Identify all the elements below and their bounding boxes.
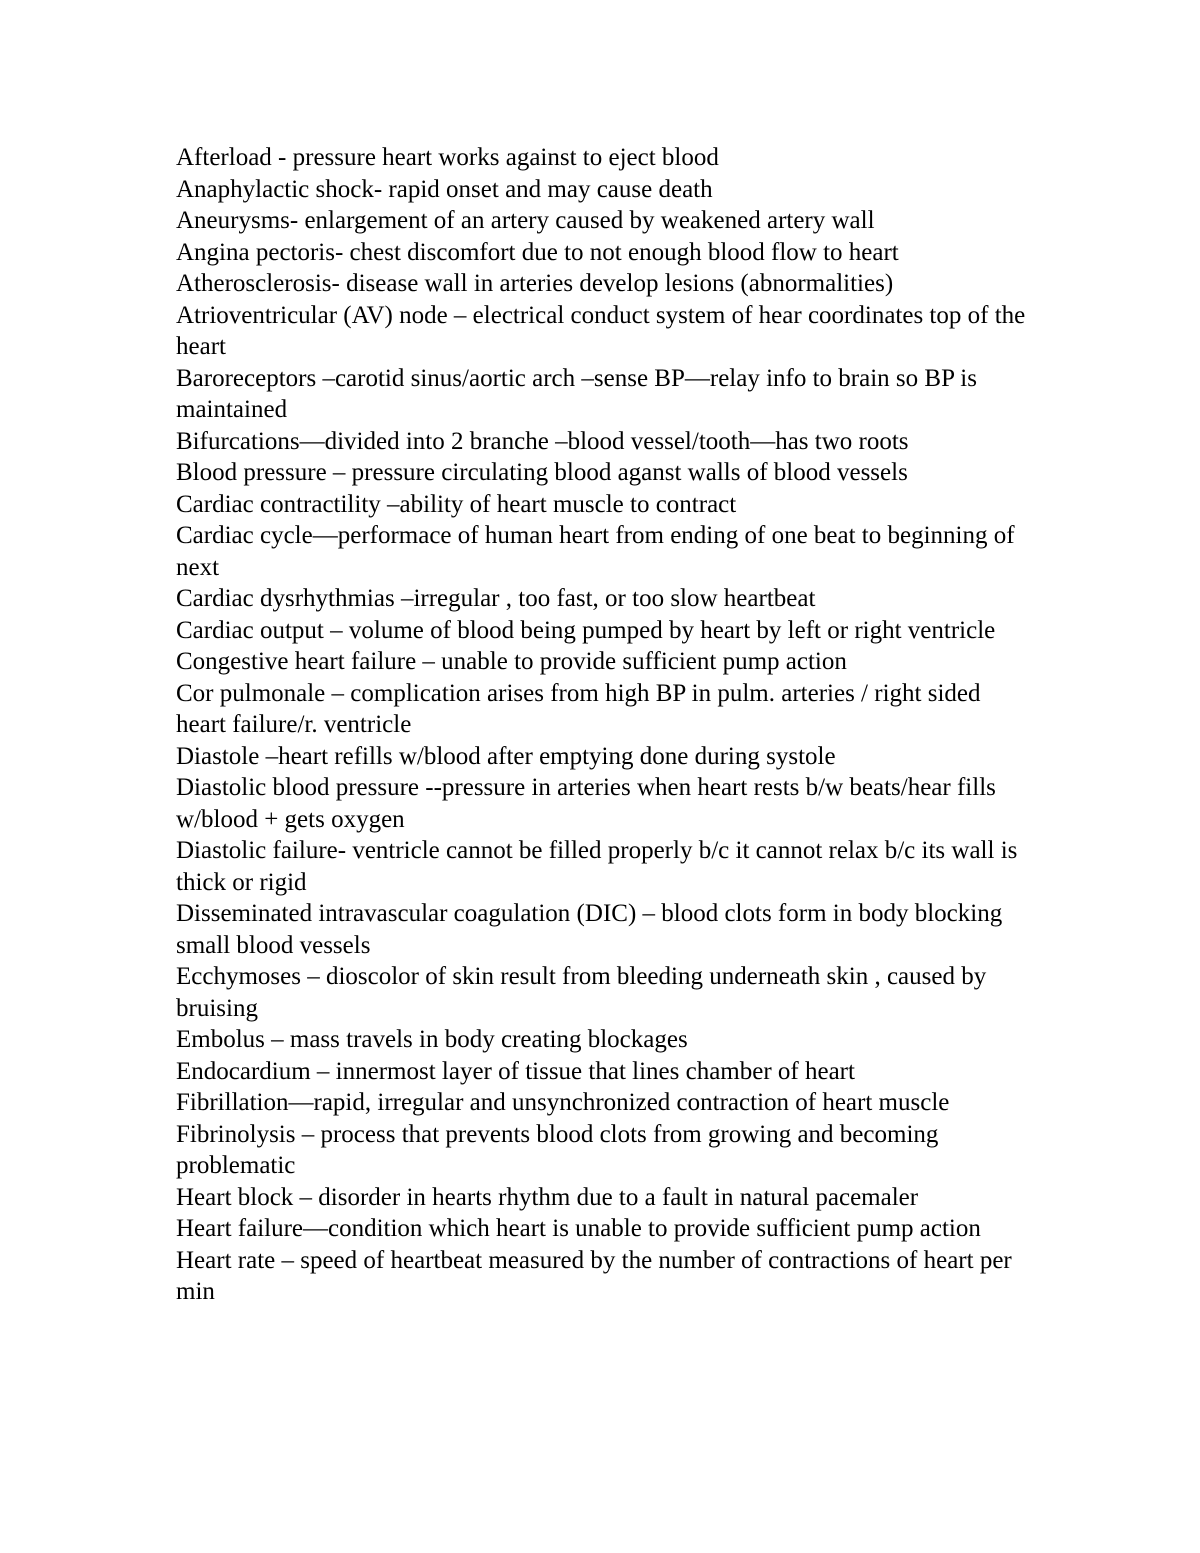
glossary-entry: Heart rate – speed of heartbeat measured by the number of contractions of heart per min [176, 1246, 1012, 1305]
glossary-entry: Endocardium – innermost layer of tissue that lines chamber of heart [176, 1057, 855, 1085]
glossary-entry: Diastolic failure- ventricle cannot be filled properly b/c it cannot relax b/c its wall is thick or rigid [176, 837, 1018, 896]
glossary-entry: Diastolic blood pressure --pressure in arteries when heart rests b/w beats/hear fills w/blood + gets oxygen [176, 774, 996, 833]
glossary-list [176, 142, 1036, 1308]
glossary-entry: Atherosclerosis- disease wall in arteries develop lesions (abnormalities) [176, 270, 894, 297]
glossary-entry: Diastole –heart refills w/blood after emptying done during systole [176, 742, 836, 770]
glossary-entry: Cardiac contractility –ability of heart muscle to contract [176, 490, 737, 518]
glossary-entry: Fibrillation—rapid, irregular and unsynchronized contraction of heart muscle [176, 1089, 950, 1116]
glossary-entry: Atrioventricular (AV) node – electrical conduct system of hear coordinates top of the heart [176, 301, 1026, 360]
glossary-entry: Angina pectoris- chest discomfort due to not enough blood flow to heart [176, 238, 899, 266]
glossary-entry: Cardiac output – volume of blood being pumped by heart by left or right ventricle [176, 616, 996, 644]
glossary-entry: Cor pulmonale – complication arises from high BP in pulm. arteries / right sided heart failure/r. ventricle [176, 679, 981, 738]
glossary-entry: Heart failure—condition which heart is unable to provide sufficient pump action [176, 1215, 981, 1242]
glossary-entry: Heart block – disorder in hearts rhythm due to a fault in natural pacemaler [176, 1183, 919, 1211]
glossary-entry: Cardiac cycle—performace of human heart from ending of one beat to beginning of next [176, 522, 1015, 581]
glossary-entry: Bifurcations—divided into 2 branche –blood vessel/tooth—has two roots [176, 427, 909, 455]
glossary-entry: Embolus – mass travels in body creating blockages [176, 1026, 688, 1053]
glossary-entry: Fibrinolysis – process that prevents blood clots from growing and becoming problematic [176, 1120, 939, 1179]
glossary-entry: Ecchymoses – dioscolor of skin result from bleeding underneath skin , caused by bruising [176, 963, 987, 1022]
glossary-entry: Anaphylactic shock- rapid onset and may cause death [176, 175, 713, 203]
glossary-entry: Disseminated intravascular coagulation (DIC) – blood clots form in body blocking small blood vessels [176, 900, 1003, 959]
glossary-entry: Congestive heart failure – unable to provide sufficient pump action [176, 648, 847, 675]
glossary-entry: Baroreceptors –carotid sinus/aortic arch –sense BP—relay info to brain so BP is maintained [176, 364, 977, 423]
glossary-entry: Aneurysms- enlargement of an artery caused by weakened artery wall [176, 207, 875, 234]
glossary-entry: Blood pressure – pressure circulating blood aganst walls of blood vessels [176, 459, 908, 486]
glossary-entry: Afterload - pressure heart works against to eject blood [176, 144, 719, 171]
glossary-entry: Cardiac dysrhythmias –irregular , too fast, or too slow heartbeat [176, 585, 816, 612]
